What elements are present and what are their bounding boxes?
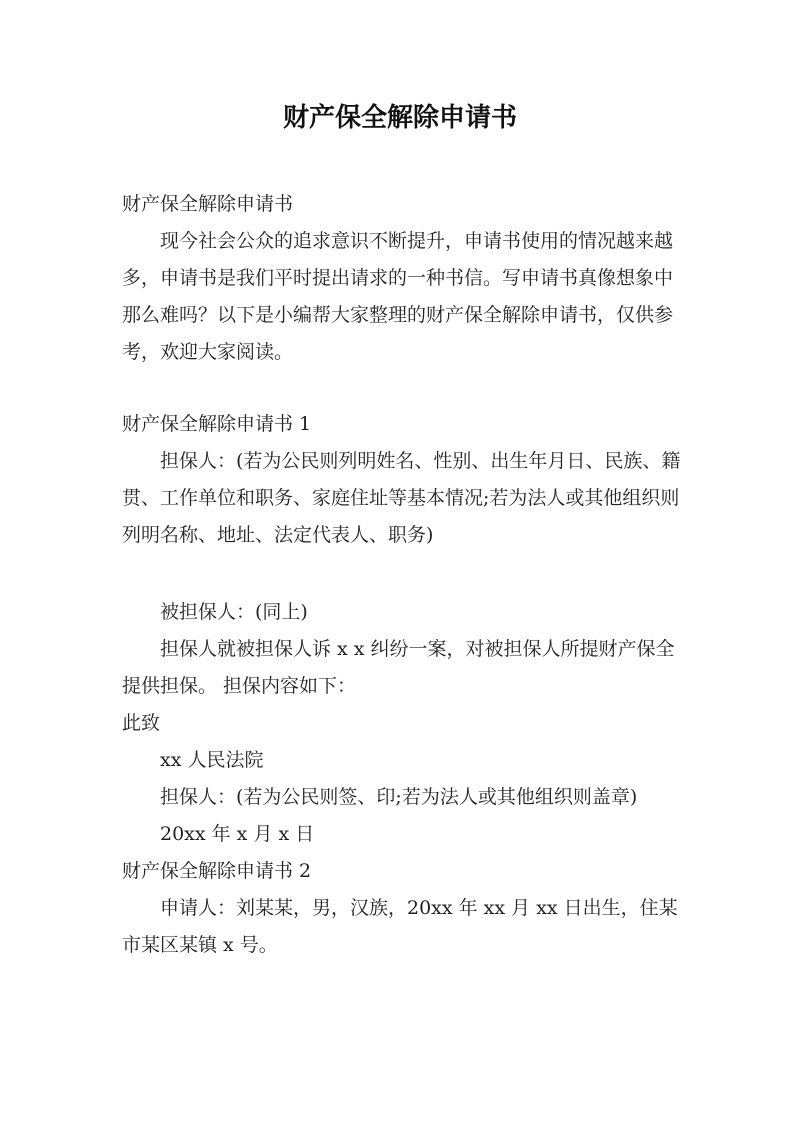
document-body xyxy=(122,186,684,964)
intro-paragraph: 现今社会公众的追求意识不断提升，申请书使用的情况越来越多，申请书是我们平时提出请求的一种书信。写申请书真像想象中那么难吗？以下是小编帮大家整理的财产保全解除申请书，仅供参考，欢迎大家阅读。 xyxy=(122,230,674,363)
closing-line: 此致 xyxy=(122,712,161,734)
spacer xyxy=(122,554,684,594)
date-line: 20xx 年 x 月 x 日 xyxy=(160,823,315,845)
section1-heading: 财产保全解除申请书 1 xyxy=(122,413,312,435)
document-title: 财产保全解除申请书 xyxy=(282,103,517,133)
statement-paragraph: 担保人就被担保人诉 x x 纠纷一案，对被担保人所提财产保全提供担保。 担保内容如下： xyxy=(122,638,675,697)
guarantor-paragraph: 担保人：(若为公民则列明姓名、性别、出生年月日、民族、籍贯、工作单位和职务、家庭住址等基本情况;若为法人或其他组织则列明名称、地址、法定代表人、职务) xyxy=(122,450,681,546)
applicant-paragraph: 申请人：刘某某，男，汉族，20xx 年 xx 月 xx 日出生，住某市某区某镇 x 号。 xyxy=(122,897,678,956)
signature-paragraph: 担保人：(若为公民则签、印;若为法人或其他组织则盖章) xyxy=(160,786,638,808)
subtitle: 财产保全解除申请书 xyxy=(122,193,294,215)
court-line: xx 人民法院 xyxy=(160,749,264,771)
guaranteed-paragraph: 被担保人：(同上) xyxy=(160,601,308,623)
section2-heading: 财产保全解除申请书 2 xyxy=(122,860,312,882)
spacer xyxy=(122,371,684,406)
